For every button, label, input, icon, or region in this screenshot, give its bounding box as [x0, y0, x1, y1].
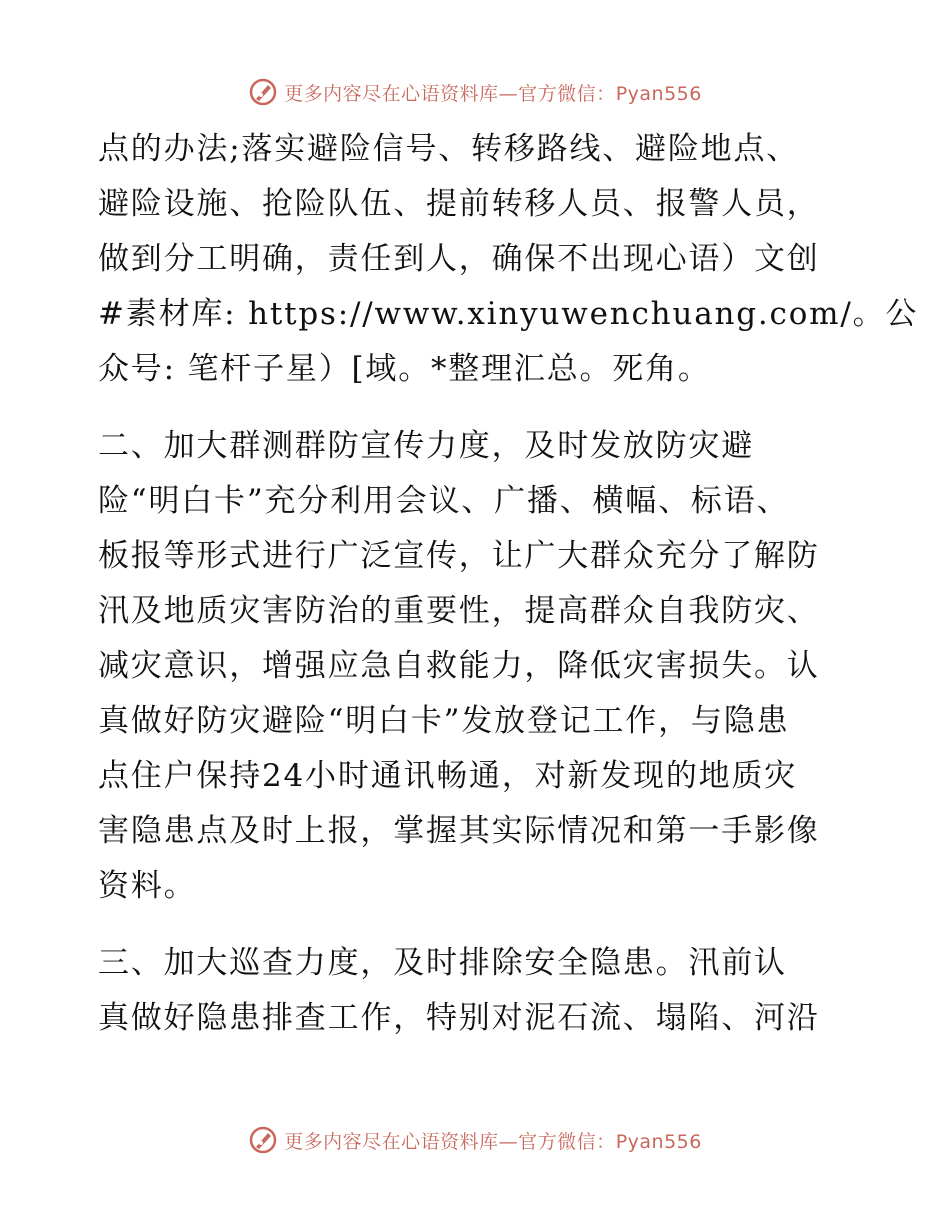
text-line: 三、加大巡查力度，及时排除安全隐患。汛前认 [98, 945, 787, 981]
paragraph-2 [98, 419, 858, 914]
text-line: 险“明白卡”充分利用会议、广播、横幅、标语、 [98, 483, 790, 519]
header-watermark-banner [0, 72, 950, 112]
text-line: 点的办法;落实避险信号、转移路线、避险地点、 [98, 131, 800, 167]
text-line: 资料。 [98, 868, 197, 904]
paragraph-gap [98, 397, 858, 419]
text-line: 避险设施、抢险队伍、提前转移人员、报警人员， [98, 186, 820, 222]
text-line: 真做好隐患排查工作，特别对泥石流、塌陷、河沿 [98, 1000, 820, 1036]
banner-text: 更多内容尽在心语资料库—官方微信：Pyan556 [284, 82, 702, 105]
text-line: 真做好防灾避险“明白卡”发放登记工作，与隐患 [98, 703, 790, 739]
text-line: 二、加大群测群防宣传力度，及时发放防灾避 [98, 428, 754, 464]
text-line: 害隐患点及时上报，掌握其实际情况和第一手影像 [98, 813, 820, 849]
document-body [98, 122, 919, 1046]
pen-nib-logo-icon [248, 77, 278, 107]
text-line: 板报等形式进行广泛宣传，让广大群众充分了解防 [98, 538, 820, 574]
paragraph-3 [98, 936, 858, 1046]
text-line: 减灾意识，增强应急自救能力，降低灾害损失。认 [98, 648, 820, 684]
text-line: 众号: 笔杆子星）[域。*整理汇总。死角。 [98, 351, 711, 387]
paragraph-1 [98, 122, 919, 397]
text-line: #素材库: https://www.xinyuwenchuang.com/。公 [98, 296, 919, 332]
text-line: 做到分工明确，责任到人，确保不出现心语）文创 [98, 241, 820, 277]
footer-watermark-banner [0, 1120, 950, 1160]
paragraph-gap [98, 914, 858, 936]
text-line: 点住户保持24小时通讯畅通，对新发现的地质灾 [98, 758, 798, 794]
pen-nib-logo-icon [248, 1125, 278, 1155]
banner-text: 更多内容尽在心语资料库—官方微信：Pyan556 [284, 1130, 702, 1153]
text-line: 汛及地质灾害防治的重要性，提高群众自我防灾、 [98, 593, 820, 629]
